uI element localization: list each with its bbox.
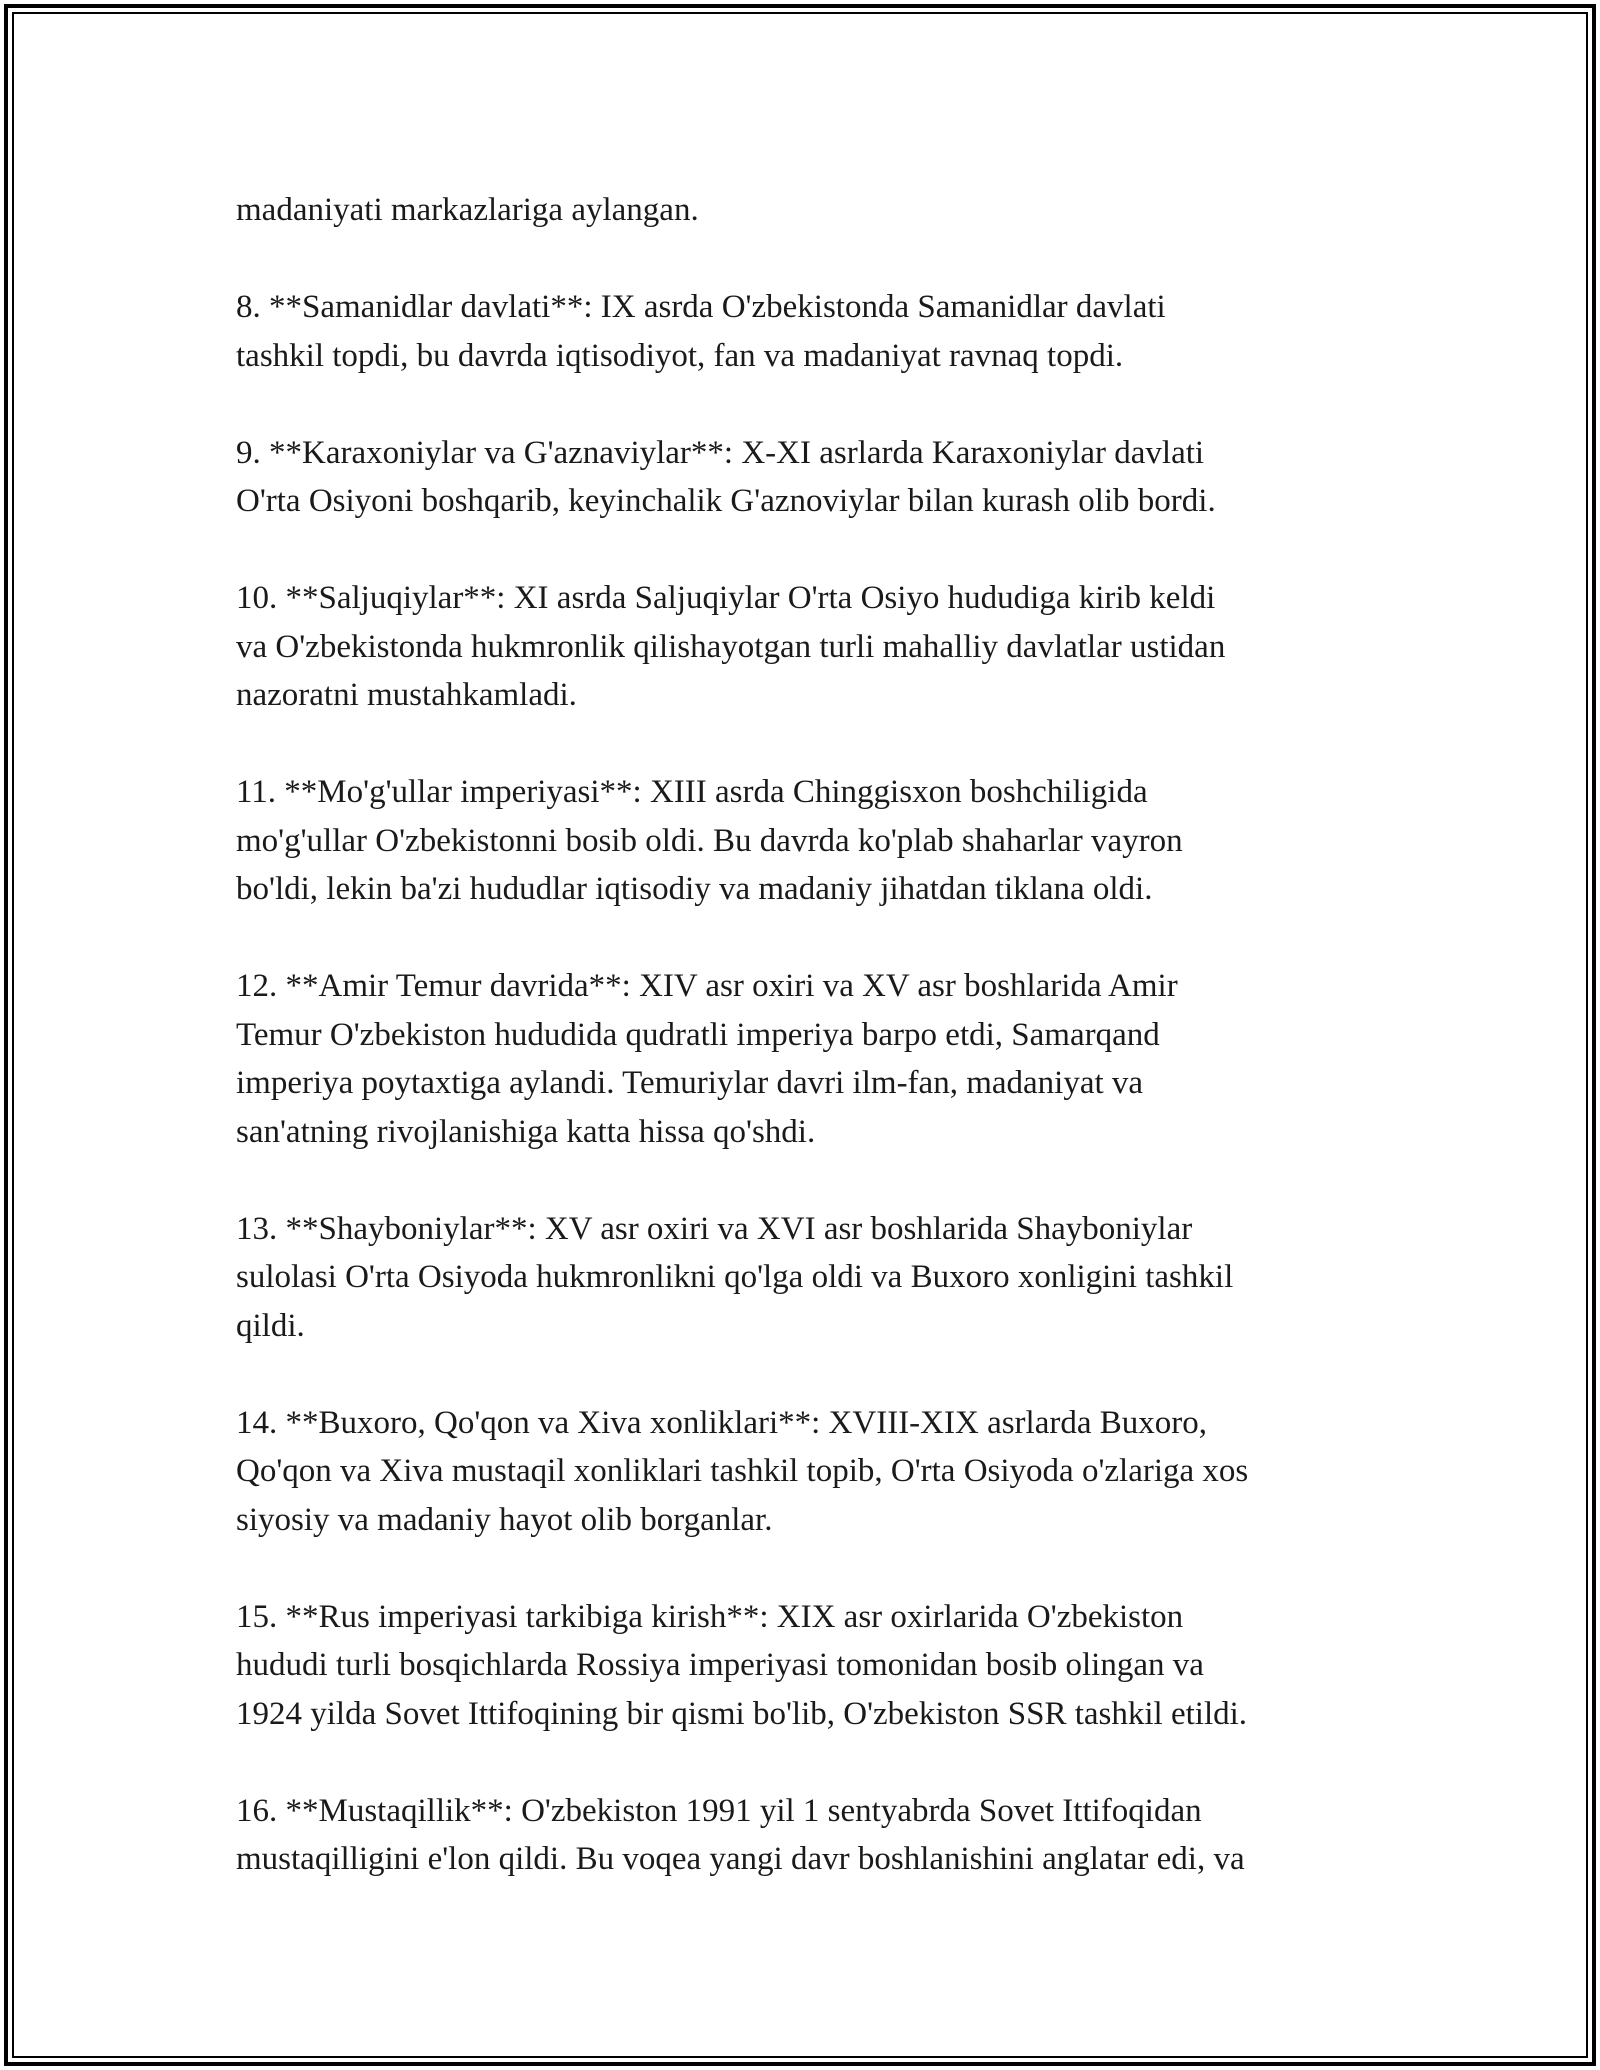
- paragraph-item-10: 10. **Saljuqiylar**: XI asrda Saljuqiylar O'rta Osiyo hududiga kirib keldi va O'zbekistonda hukmronlik qilishayotgan turli mahalliy davlatlar ustidan nazoratni mustahkamladi.: [236, 580, 1226, 713]
- paragraph-item-8: 8. **Samanidlar davlati**: IX asrda O'zbekistonda Samanidlar davlati tashkil topdi, bu davrda iqtisodiyot, fan va madaniyat ravnaq topdi.: [236, 289, 1166, 374]
- paragraph-item-15: 15. **Rus imperiyasi tarkibiga kirish**: XIX asr oxirlarida O'zbekiston hududi turli bosqichlarda Rossiya imperiyasi tomonidan bosib olingan va 1924 yilda Sovet Ittifoqining bir qismi bo'lib, O'zbekiston SSR tashkil etildi.: [236, 1598, 1248, 1732]
- paragraph-item-13: 13. **Shayboniylar**: XV asr oxiri va XVI asr boshlarida Shayboniylar sulolasi O'rta Osiyoda hukmronlikni qo'lga oldi va Buxoro xonligini tashkil qildi.: [236, 1210, 1234, 1344]
- paragraph-item-16: 16. **Mustaqillik**: O'zbekiston 1991 yil 1 sentyabrda Sovet Ittifoqidan mustaqilligini e'lon qildi. Bu voqea yangi davr boshlanishini anglatar edi, va: [236, 1792, 1245, 1877]
- document-body: [236, 186, 1396, 1884]
- paragraph-item-12: 12. **Amir Temur davrida**: XIV asr oxiri va XV asr boshlarida Amir Temur O'zbekiston hududida qudratli imperiya barpo etdi, Samarqand imperiya poytaxtiga aylandi. Temuriylar davri ilm-fan, madaniyat va san'atning rivojlanishiga katta hissa qo'shdi.: [236, 968, 1178, 1150]
- paragraph-item-9: 9. **Karaxoniylar va G'aznaviylar**: X-XI asrlarda Karaxoniylar davlati O'rta Osiyoni boshqarib, keyinchalik G'aznoviylar bilan kurash olib bordi.: [236, 434, 1216, 519]
- paragraph-continuation: madaniyati markazlariga aylangan.: [236, 192, 699, 228]
- paragraph-item-14: 14. **Buxoro, Qo'qon va Xiva xonliklari**: XVIII-XIX asrlarda Buxoro, Qo'qon va Xiva mustaqil xonliklari tashkil topib, O'rta Osiyoda o'zlariga xos siyosiy va madaniy hayot olib borganlar.: [236, 1404, 1249, 1538]
- paragraph-item-11: 11. **Mo'g'ullar imperiyasi**: XIII asrda Chinggisxon boshchiligida mo'g'ullar O'zbekistonni bosib oldi. Bu davrda ko'plab shaharlar vayron bo'ldi, lekin ba'zi hududlar iqtisodiy va madaniy jihatdan tiklana oldi.: [236, 774, 1183, 907]
